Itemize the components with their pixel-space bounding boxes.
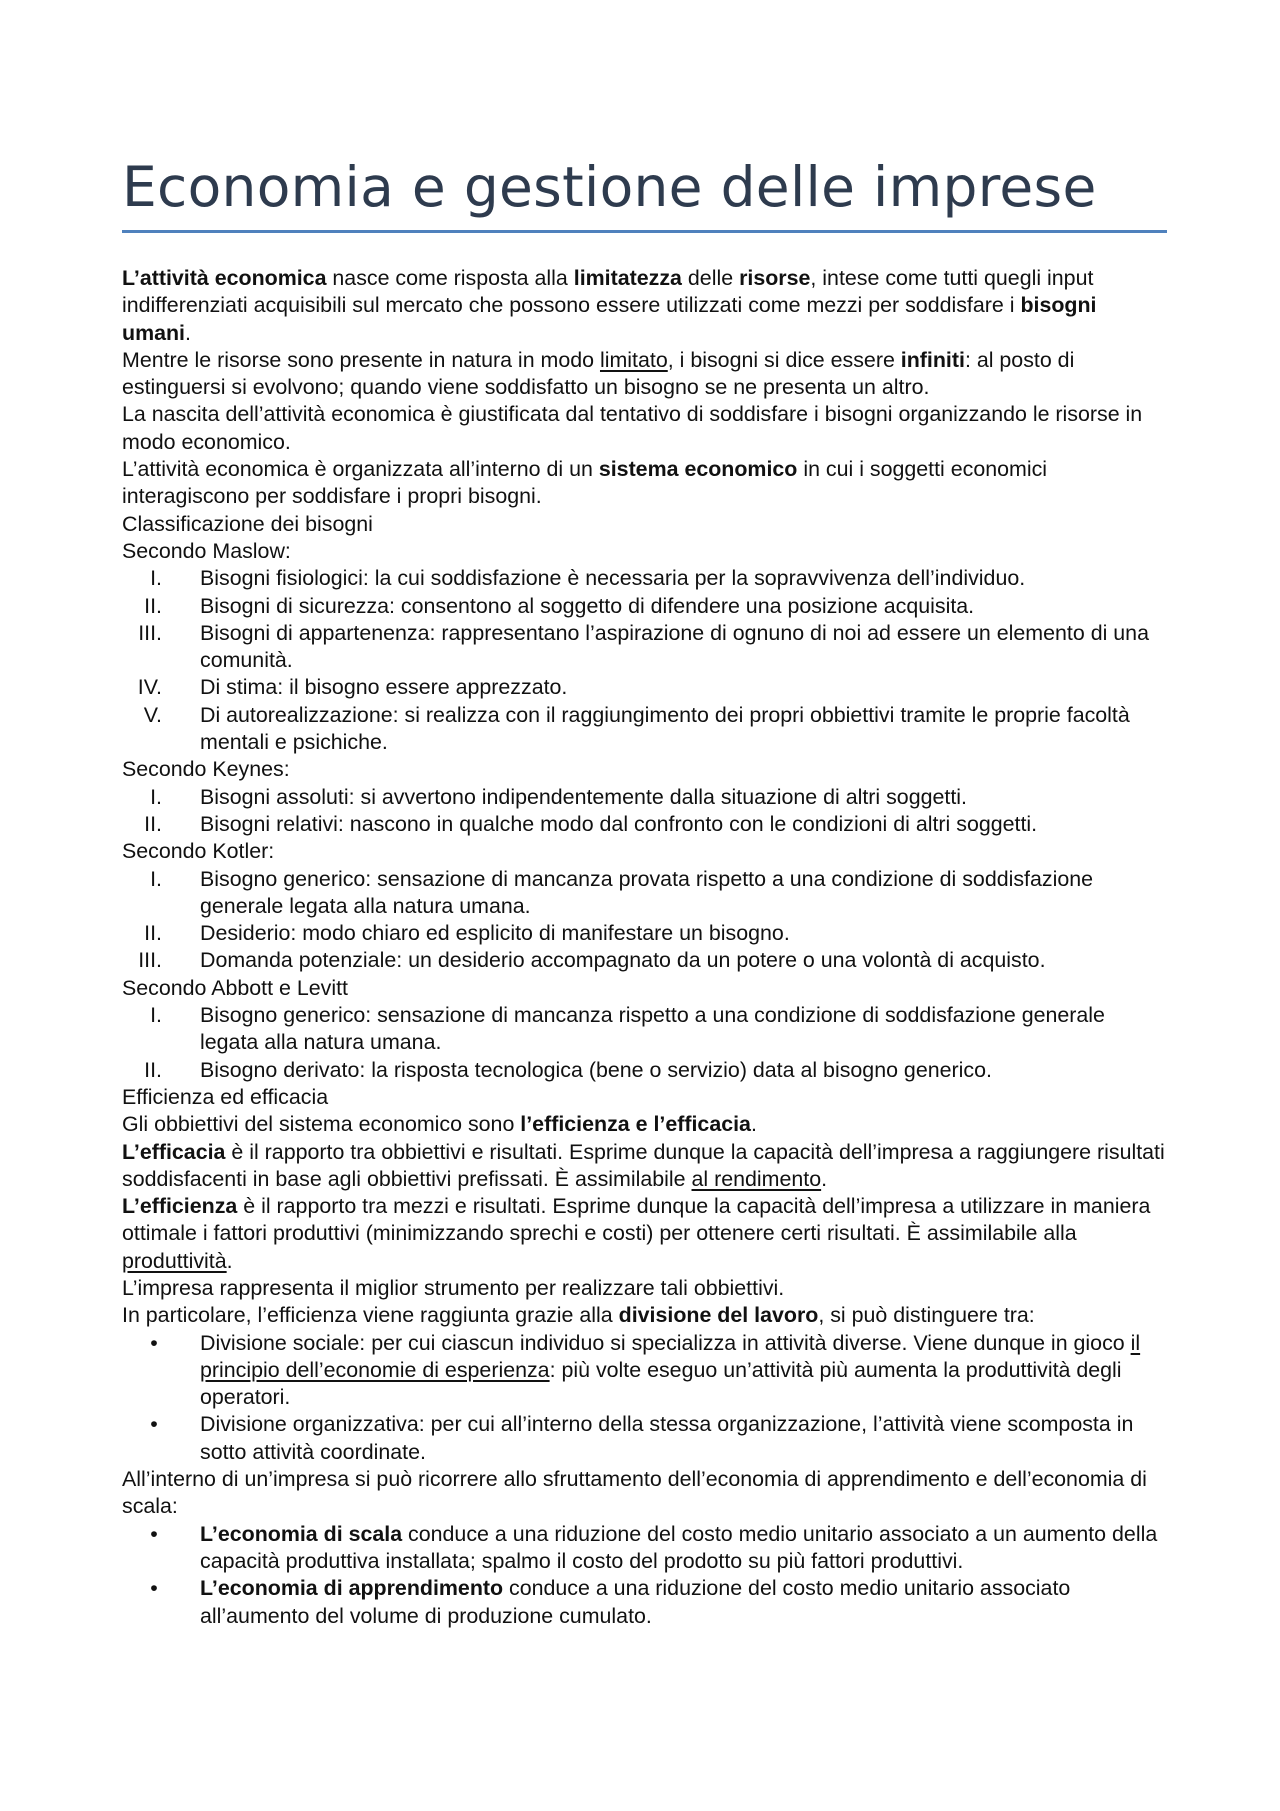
bold-text: infiniti bbox=[900, 347, 965, 372]
paragraph-efficiency bbox=[122, 1193, 1167, 1275]
list-item bbox=[122, 947, 1167, 974]
paragraph-division bbox=[122, 1302, 1167, 1329]
text: è il rapporto tra obbiettivi e risultati. Esprime dunque la capacità dell’impresa a raggiungere risultati soddisfacenti in base agli obbiettivi prefissati. È assimilabile bbox=[122, 1139, 1165, 1191]
bold-text: L’economia di scala bbox=[200, 1521, 403, 1546]
text: : al posto di estinguersi si evolvono; quando viene soddisfatto un bisogno se ne presenta un altro. bbox=[122, 347, 1075, 400]
page-title: Economia e gestione delle imprese bbox=[122, 155, 1097, 219]
section-heading-efficiency: Efficienza ed efficacia bbox=[122, 1084, 329, 1109]
paragraph-efficacy bbox=[122, 1139, 1167, 1194]
bullet-icon: • bbox=[150, 1521, 158, 1546]
bold-text: divisione del lavoro bbox=[618, 1303, 819, 1328]
bold-text: L’economia di apprendimento bbox=[200, 1576, 504, 1601]
list-item-text: Desiderio: modo chiaro ed esplicito di manifestare un bisogno. bbox=[200, 921, 790, 946]
list-marker: I. bbox=[150, 784, 162, 809]
list-item-text: Bisogni di appartenenza: rappresentano l’aspirazione di ognuno di noi ad essere un elemento di una comunità. bbox=[200, 620, 1149, 673]
text: conduce a una riduzione del costo medio unitario associato a un aumento della capacità produttiva installata; spalmo il costo del prodotto su più fattori produttivi. bbox=[200, 1521, 1158, 1573]
list-marker: II. bbox=[144, 921, 162, 946]
underlined-text: il principio dell’economie di esperienza bbox=[200, 1330, 1141, 1382]
list-division-of-labor bbox=[122, 1330, 1167, 1466]
list-marker: II. bbox=[144, 1057, 162, 1082]
list-marker: I. bbox=[150, 866, 162, 891]
paragraph-system bbox=[122, 456, 1167, 511]
list-abbott-levitt bbox=[122, 1002, 1167, 1084]
list-item-text: Bisogni assoluti: si avvertono indipendentemente dalla situazione di altri soggetti. bbox=[200, 784, 967, 809]
text: conduce a una riduzione del costo medio unitario associato all’aumento del volume di produzione cumulato. bbox=[200, 1576, 1071, 1628]
list-marker: III. bbox=[138, 620, 162, 645]
list-item-text: Bisogno generico: sensazione di mancanza provata rispetto a una condizione di soddisfazione generale legata alla natura umana. bbox=[200, 866, 1094, 918]
text: : più volte eseguo un’attività più aumenta la produttività degli operatori. bbox=[200, 1357, 1122, 1410]
text: nasce come risposta alla bbox=[326, 266, 574, 290]
list-item bbox=[122, 1575, 1167, 1630]
list-item bbox=[122, 593, 1167, 620]
list-item bbox=[122, 1330, 1167, 1412]
text: , intese come tutti quegli input indifferenziati acquisibili sul mercato che possono essere utilizzati come mezzi per soddisfare i bbox=[122, 266, 1094, 318]
list-item bbox=[122, 674, 1167, 701]
title-divider bbox=[122, 230, 1167, 233]
underlined-text: limitato bbox=[599, 347, 668, 372]
bold-text: L’efficienza bbox=[122, 1194, 238, 1219]
list-marker: II. bbox=[144, 811, 162, 836]
list-economies bbox=[122, 1521, 1167, 1630]
document-page bbox=[122, 150, 1167, 1630]
list-item-text: Bisogno generico: sensazione di mancanza rispetto a una condizione di soddisfazione generale legata alla natura umana. bbox=[200, 1003, 1105, 1055]
heading-maslow: Secondo Maslow: bbox=[122, 538, 291, 563]
list-marker: III. bbox=[138, 948, 162, 973]
paragraph-enterprise: L’impresa rappresenta il miglior strumento per realizzare tali obbiettivi. bbox=[122, 1275, 785, 1300]
list-item bbox=[122, 1521, 1167, 1576]
list-keynes bbox=[122, 784, 1167, 839]
list-item-text: Bisogni fisiologici: la cui soddisfazione è necessaria per la sopravvivenza dell’individuo. bbox=[200, 566, 1026, 591]
bullet-icon: • bbox=[150, 1330, 158, 1355]
list-item bbox=[122, 784, 1167, 811]
list-item bbox=[122, 702, 1167, 757]
list-item-text: Bisogno derivato: la risposta tecnologica (bene o servizio) data al bisogno generico. bbox=[200, 1057, 992, 1082]
text: In particolare, l’efficienza viene raggiunta grazie alla bbox=[122, 1303, 619, 1328]
bold-text: L’efficacia bbox=[122, 1139, 226, 1164]
bold-text: limitatezza bbox=[573, 266, 682, 290]
text: in cui i soggetti economici interagiscono per soddisfare i propri bisogni. bbox=[122, 457, 1048, 509]
heading-keynes: Secondo Keynes: bbox=[122, 757, 290, 782]
underlined-text: al rendimento bbox=[691, 1166, 822, 1191]
paragraph-economies: All’interno di un’impresa si può ricorrere allo sfruttamento dell’economia di apprendimento e dell’economia di scala: bbox=[122, 1467, 1147, 1519]
text: , i bisogni si dice essere bbox=[667, 347, 901, 372]
document-body bbox=[122, 265, 1167, 1630]
list-item bbox=[122, 1002, 1167, 1057]
paragraph-needs bbox=[122, 347, 1167, 402]
list-marker: IV. bbox=[137, 675, 162, 700]
paragraph-intro bbox=[122, 265, 1167, 347]
list-item-text: Bisogni di sicurezza: consentono al soggetto di difendere una posizione acquisita. bbox=[200, 593, 975, 618]
text: è il rapporto tra mezzi e risultati. Esprime dunque la capacità dell’impresa a utilizzare in maniera ottimale i fattori produttivi (minimizzando sprechi e costi) per ottenere certi risultati. È assimilabile alla bbox=[122, 1194, 1151, 1246]
text: delle bbox=[681, 266, 740, 290]
text: , si può distinguere tra: bbox=[818, 1303, 1035, 1328]
list-marker: II. bbox=[144, 593, 162, 618]
text: Gli obbiettivi del sistema economico sono bbox=[122, 1112, 521, 1137]
underlined-text: produttività bbox=[122, 1248, 227, 1273]
list-item bbox=[122, 811, 1167, 838]
list-item bbox=[122, 565, 1167, 592]
heading-kotler: Secondo Kotler: bbox=[122, 839, 275, 864]
list-item-text: Di autorealizzazione: si realizza con il raggiungimento dei propri obbiettivi tramite le proprie facoltà mentali e psichiche. bbox=[200, 702, 1130, 755]
list-marker: V. bbox=[143, 702, 162, 727]
bullet-icon: • bbox=[150, 1576, 158, 1601]
bold-text: sistema economico bbox=[598, 457, 798, 482]
bullet-icon: • bbox=[150, 1412, 158, 1437]
list-item bbox=[122, 1411, 1167, 1466]
list-item-text: Di stima: il bisogno essere apprezzato. bbox=[200, 675, 568, 700]
bold-text: risorse bbox=[739, 266, 811, 290]
text: . bbox=[226, 1248, 233, 1273]
text: Mentre le risorse sono presente in natura in modo bbox=[122, 347, 600, 372]
list-item-text: Divisione organizzativa: per cui all’interno della stessa organizzazione, l’attività viene scomposta in sotto attività coordinate. bbox=[200, 1412, 1134, 1464]
bold-text: l’efficienza e l’efficacia bbox=[520, 1112, 751, 1137]
list-maslow bbox=[122, 565, 1167, 756]
text: L’attività economica è organizzata all’interno di un bbox=[122, 457, 599, 482]
paragraph-objectives bbox=[122, 1111, 1167, 1138]
list-item-text: Domanda potenziale: un desiderio accompagnato da un potere o una volontà di acquisto. bbox=[200, 948, 1046, 973]
list-marker: I. bbox=[150, 566, 162, 591]
list-item-text: Bisogni relativi: nascono in qualche modo dal confronto con le condizioni di altri soggetti. bbox=[200, 811, 1038, 836]
text: Divisione sociale: per cui ciascun individuo si specializza in attività diverse. Viene dunque in gioco bbox=[200, 1330, 1131, 1355]
text: . bbox=[185, 320, 191, 345]
paragraph-birth: La nascita dell’attività economica è giustificata dal tentativo di soddisfare i bisogni organizzando le risorse in modo economico. bbox=[122, 402, 1143, 454]
bold-text: L’attività economica bbox=[122, 266, 327, 290]
list-item bbox=[122, 920, 1167, 947]
list-item bbox=[122, 1057, 1167, 1084]
list-kotler bbox=[122, 866, 1167, 975]
text: . bbox=[750, 1112, 757, 1137]
heading-abbott-levitt: Secondo Abbott e Levitt bbox=[122, 975, 348, 1000]
list-marker: I. bbox=[150, 1003, 162, 1028]
list-item bbox=[122, 620, 1167, 675]
list-item bbox=[122, 866, 1167, 921]
section-heading-classification: Classificazione dei bisogni bbox=[122, 511, 373, 536]
bold-text: bisogni umani bbox=[122, 293, 1097, 345]
text: . bbox=[821, 1166, 828, 1191]
